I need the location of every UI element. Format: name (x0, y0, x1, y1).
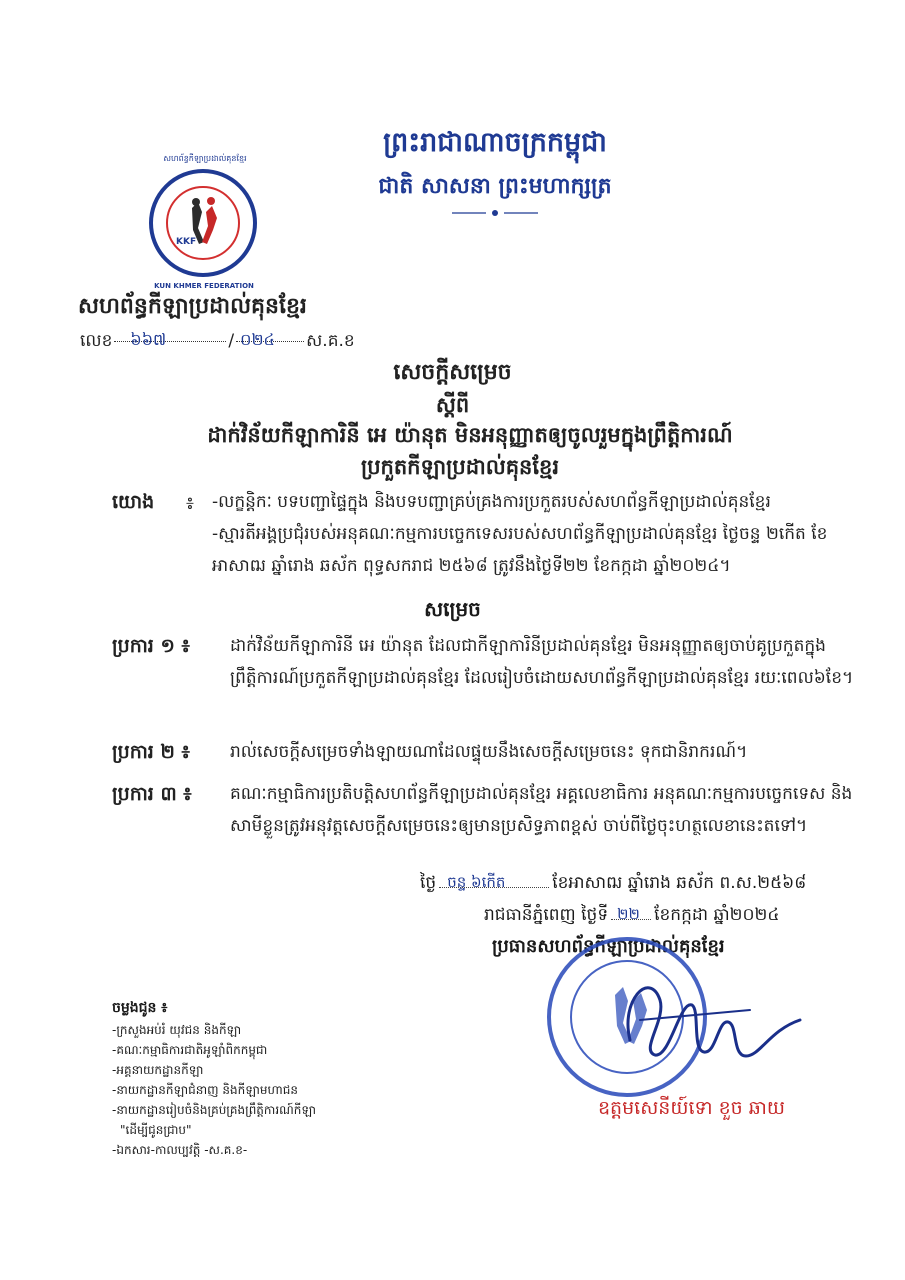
signatory-title: ប្រធានសហព័ន្ធកីឡាប្រដាល់គុនខ្មែរ (492, 936, 725, 957)
article-1-text: ដាក់វិន័យកីឡាការិនី អេ យ៉ានុត ដែលជាកីឡាការិនីប្រដាល់គុនខ្មែរ មិនអនុញ្ញាតឲ្យចាប់គូប្រកួតក្នុងព្រឹត្តិការណ៍ប្រកួតកីឡាប្រដាល់គុនខ្មែរ ដែលរៀបចំដោយសហព័ន្ធកីឡាប្រដាល់គុនខ្មែរ រយៈពេល៦ខែ។ (230, 636, 854, 688)
article-3-label: ប្រការ ៣ ៖ (112, 783, 192, 805)
kingdom-heading: ព្រះរាជាណាចក្រកម្ពុជា (383, 127, 607, 158)
basis-item-1: -លក្ខន្តិកៈ បទបញ្ជាផ្ទៃក្នុង និងបទបញ្ជាគ្រប់គ្រងការប្រកួតរបស់សហព័ន្ធកីឡាប្រដាល់គុនខ្មែរ (212, 492, 771, 512)
logo-abbreviation: KKF (176, 237, 197, 247)
cc-item: -ក្រសួងអប់រំ យុវជន និងកីឡា (112, 1023, 242, 1037)
cc-item: -ឯកសារ-កាលប្បវត្តិ -ស.គ.ខ- (112, 1143, 248, 1157)
cc-item: -នាយកដ្ឋានកីឡាជំនាញ និងកីឡាមហាជន (112, 1083, 298, 1097)
cc-item: "ដើម្បីជូនជ្រាប" (120, 1123, 192, 1137)
ref-number-handwritten: ៦៦៧ (130, 330, 167, 349)
cc-list (112, 1020, 316, 1160)
article-3-text: គណៈកម្មាធិការប្រតិបត្តិសហព័ន្ធកីឡាប្រដាល់គុនខ្មែរ អគ្គលេខាធិការ អនុគណៈកម្មការបច្ចេកទេស និងសាមីខ្លួនត្រូវអនុវត្តសេចក្តីសម្រេចនេះឲ្យមានប្រសិទ្ធភាពខ្ពស់ ចាប់ពីថ្ងៃចុះហត្ថលេខានេះតទៅ។ (230, 784, 853, 836)
lunar-date (420, 872, 806, 897)
document-subject-label: ស្តីពី (435, 393, 470, 417)
basis-item-2: -ស្មារតីអង្គប្រជុំរបស់អនុគណៈកម្មការបច្ចេកទេសរបស់សហព័ន្ធកីឡាប្រដាល់គុនខ្មែរ ថ្ងៃចន្ទ ២កើត ខែអាសាឍ ឆ្នាំរោង ឆស័ក ពុទ្ធសករាជ ២៥៦៨ ត្រូវនឹងថ្ងៃទី២២ ខែកក្កដា ឆ្នាំ២០២៤។ (212, 524, 828, 576)
national-motto: ជាតិ សាសនា ព្រះមហាក្សត្រ (378, 174, 612, 199)
ref-suffix: ស.គ.ខ (306, 331, 355, 351)
document-title: សេចក្តីសម្រេច (393, 360, 512, 385)
cc-title: ចម្លងជូន ៖ (112, 1000, 168, 1016)
ornament-divider-icon (450, 208, 540, 218)
article-1-label: ប្រការ ១ ៖ (112, 635, 190, 657)
lunar-day-handwritten: ចន្ទ ៦កើត (447, 873, 506, 891)
solar-date (484, 904, 779, 929)
article-2-label: ប្រការ ២ ៖ (112, 741, 190, 763)
document-subject-line2: ប្រកួតកីឡាប្រដាល់គុនខ្មែរ (360, 455, 560, 479)
ref-prefix: លេខ (80, 331, 113, 351)
logo-text-top: សហព័ន្ធកីឡាប្រដាល់គុនខ្មែរ (163, 154, 247, 163)
federation-logo-icon (148, 168, 258, 278)
cc-item: -នាយកដ្ឋានរៀបចំនិងគ្រប់គ្រងព្រឹត្តិការណ៍កីឡា (112, 1103, 317, 1117)
document-subject-line1: ដាក់វិន័យកីឡាការិនី អេ យ៉ានុត មិនអនុញ្ញាតឲ្យចូលរួមក្នុងព្រឹត្តិការណ៍ (207, 423, 733, 447)
ref-year-handwritten: ០២៤ (240, 330, 275, 349)
solar-date-prefix: រាជធានីភ្នំពេញ ថ្ងៃទី (484, 905, 609, 925)
signer-name: ឧត្តមសេនីយ៍ទោ ខួច ឆាយ (598, 1097, 785, 1119)
reference-number: លេខ ៦៦៧ / ០២៤ ស.គ.ខ (80, 330, 355, 351)
handwritten-signature-icon (600, 960, 830, 1080)
basis-label: យោង (112, 491, 155, 513)
decides-heading: សម្រេច (424, 597, 481, 621)
solar-date-rest: ខែកក្កដា ឆ្នាំ២០២៤ (654, 905, 780, 925)
cc-item: -អគ្គនាយកដ្ឋានកីឡា (112, 1063, 204, 1077)
logo-text-bottom: KUN KHMER FEDERATION (154, 282, 254, 290)
lunar-date-prefix: ថ្ងៃ (420, 873, 437, 893)
article-2-text: រាល់សេចក្តីសម្រេចទាំងឡាយណាដែលផ្ទុយនឹងសេចក្តីសម្រេចនេះ ទុកជានិរាករណ៍។ (230, 742, 748, 762)
cc-item: -គណៈកម្មាធិការជាតិអូឡាំពិកកម្ពុជា (112, 1043, 268, 1057)
lunar-date-rest: ខែអាសាឍ ឆ្នាំរោង ឆស័ក ព.ស.២៥៦៨ (552, 873, 807, 893)
issuer-org-name: សហព័ន្ធកីឡាប្រដាល់គុនខ្មែរ (78, 294, 307, 319)
solar-day-handwritten: ២២ (617, 905, 640, 923)
basis-colon: ៖ (186, 493, 194, 514)
